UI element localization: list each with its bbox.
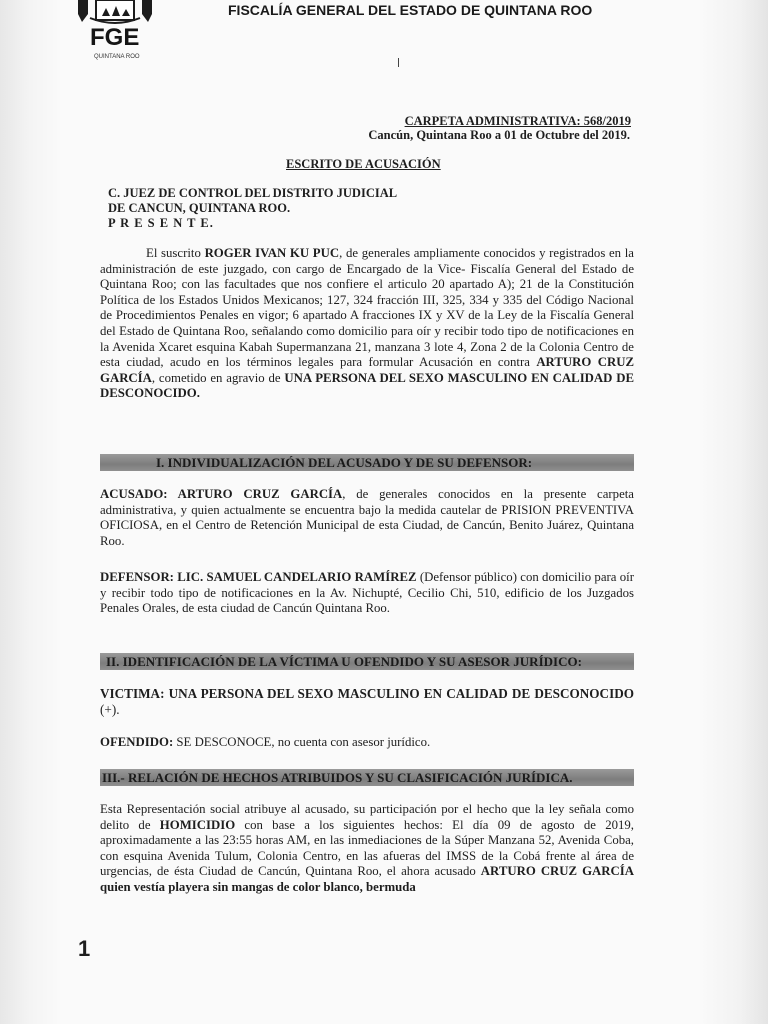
section-heading-3: III.- RELACIÓN DE HECHOS ATRIBUIDOS Y SU CLASIFICACIÓN JURÍDICA. bbox=[100, 769, 634, 786]
fge-logo bbox=[70, 0, 162, 66]
intro-text-2: , de generales ampliamente conocidos y registrados en la administración de este juzgado, con cargo de Encargado de la Vice- Fiscalía General del Estado de Quintana Roo; con las facultades que nos confiere el articulo 20 apartado A); 21 de la Constitución Política de los Estados Unidos Mexicanos; 127, 324 fracción III, 325, 334 y 335 del Código Nacional de Procedimientos Penales en vigor; 6 apartado A fracciones IX y XV de la Ley de la Fiscalía General del Estado de Quintana Roo, señalando como domicilio para oír y recibir todo tipo de notificaciones en la Avenida Xcaret esquina Kabah Supermanzana 21, manzana 3 lote 4, Zona 2 de la Colonia Centro de esta ciudad, acudo en los términos legales para formular Acusación en contra bbox=[100, 246, 634, 370]
acusado-text: , de generales conocidos en la presente carpeta administrativa, y quien actualmente se encuentra bajo la medida cautelar de PRISION PREVENTIVA OFICIOSA, en el Centro de Retención Municipal de esta Ciudad, de Cancún, Benito Juárez, Quintana Roo. bbox=[100, 487, 634, 548]
ofendido-label: OFENDIDO: bbox=[100, 735, 174, 749]
acusado-paragraph bbox=[100, 487, 634, 549]
prosecutor-name: ROGER IVAN KU PUC bbox=[204, 246, 340, 260]
logo-text: FGE bbox=[90, 24, 140, 51]
crime-name: HOMICIDIO bbox=[159, 817, 236, 832]
section-heading-1: I. INDIVIDUALIZACIÓN DEL ACUSADO Y DE SU DEFENSOR: bbox=[100, 454, 634, 471]
intro-paragraph bbox=[100, 246, 634, 402]
case-number: CARPETA ADMINISTRATIVA: 568/2019 bbox=[404, 114, 631, 128]
institution-title: FISCALÍA GENERAL DEL ESTADO DE QUINTANA ROO bbox=[228, 2, 593, 18]
victima-text: (+). bbox=[100, 701, 120, 717]
hechos-text-2: con base a los siguientes hechos: El día 09 de agosto de 2019, aproximadamente a las 23:55 horas AM, en las inmediaciones de la Súper Manzana 52, Avenida Coba, con esquina Avenida Tulum, Colonia Centro, en las afueras del IMSS de la Cobá frente al área de urgencias, de ésta Ciudad de Cancún, Quintana Roo, el ahora acusado bbox=[100, 817, 634, 879]
hechos-text-1: Esta Representación social atribuye al acusado, su participación por el hecho que la ley señala como delito de bbox=[100, 802, 634, 832]
page-number: 1 bbox=[78, 936, 91, 961]
logo-subtitle: QUINTANA ROO bbox=[94, 54, 140, 60]
addressee-line-1: C. JUEZ DE CONTROL DEL DISTRITO JUDICIAL bbox=[108, 186, 398, 200]
defensor-paragraph bbox=[100, 570, 634, 617]
ofendido-text: SE DESCONOCE, no cuenta con asesor jurídico. bbox=[173, 735, 431, 749]
accused-name: ARTURO CRUZ GARCÍA bbox=[100, 355, 635, 385]
victima-label: VICTIMA: UNA PERSONA DEL SEXO MASCULINO EN CALIDAD DE DESCONOCIDO bbox=[100, 686, 634, 701]
intro-text-3: , cometido en agravio de bbox=[151, 370, 285, 385]
victima-paragraph bbox=[100, 686, 634, 717]
defensor-text: (Defensor público) con domicilio para oír y recibir todo tipo de notificaciones en la Av. Nichupté, Cecilio Chi, 510, edificio de los Juzgados Penales Orales, de esta ciudad de Cancún Quintana Roo. bbox=[100, 570, 634, 616]
document-title: ESCRITO DE ACUSACIÓN bbox=[286, 157, 441, 171]
ofendido-paragraph bbox=[100, 735, 634, 751]
victim-description: UNA PERSONA DEL SEXO MASCULINO EN CALIDAD DE DESCONOCIDO. bbox=[100, 370, 634, 401]
defensor-label: DEFENSOR: LIC. SAMUEL CANDELARIO RAMÍREZ bbox=[100, 570, 417, 584]
hechos-paragraph bbox=[100, 802, 634, 896]
addressee-line-2: DE CANCUN, QUINTANA ROO. bbox=[108, 201, 291, 215]
acusado-label: ACUSADO: ARTURO CRUZ GARCÍA bbox=[100, 487, 343, 501]
section-heading-2: II. IDENTIFICACIÓN DE LA VÍCTIMA U OFENDIDO Y SU ASESOR JURÍDICO: bbox=[100, 653, 634, 670]
pen-mark bbox=[398, 58, 399, 67]
addressee-line-3: P R E S E N T E. bbox=[108, 216, 214, 230]
intro-text-1: El suscrito bbox=[146, 246, 205, 260]
hechos-accused-description: ARTURO CRUZ GARCÍA quien vestía playera sin mangas de color blanco, bermuda bbox=[100, 864, 634, 894]
document-date: Cancún, Quintana Roo a 01 de Octubre del 2019. bbox=[368, 128, 630, 142]
seal-emblem-icon bbox=[76, 0, 154, 26]
